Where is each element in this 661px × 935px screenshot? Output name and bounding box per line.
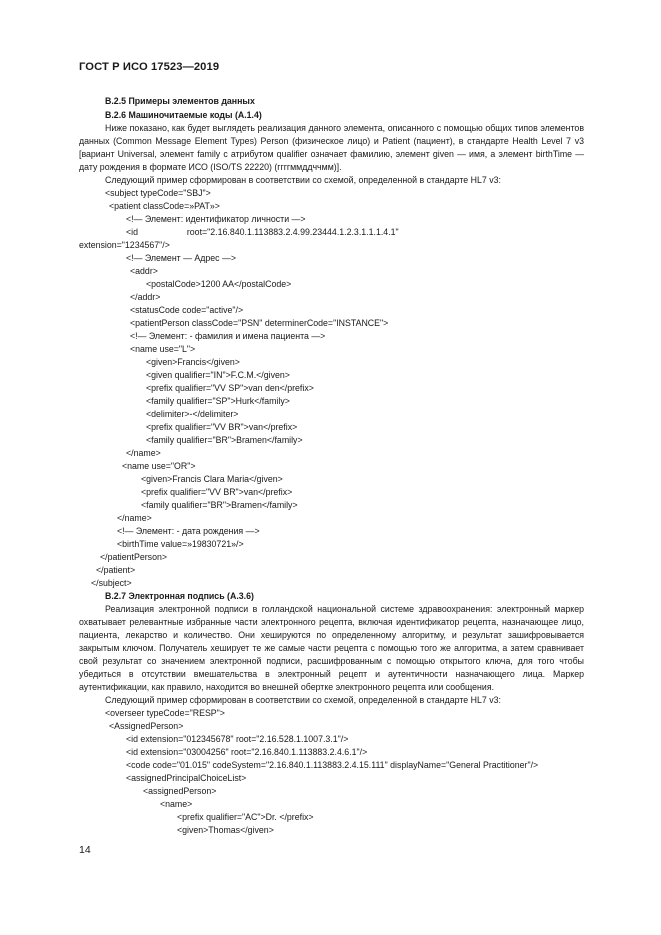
code-block-patient (79, 187, 584, 590)
page-body (79, 95, 584, 837)
section-b26-title: В.2.6 Машиночитаемые коды (А.1.4) (105, 110, 262, 120)
section-b27-example-intro: Следующий пример сформирован в соответствии со схемой, определенной в стандарте HL7 v3: (105, 695, 501, 705)
code-line: <statusCode code="active"/> (130, 305, 244, 315)
page-number: 14 (79, 844, 91, 856)
code-line: </patientPerson> (100, 552, 168, 562)
code-line: <!— Элемент: - фамилия и имена пациента —> (130, 331, 326, 341)
code-line: <code code="01.015" codeSystem="2.16.840.1.113883.2.4.15.111" displayName="General Practitioner"/> (126, 760, 539, 770)
code-line: <overseer typeCode="RESP"> (105, 708, 225, 718)
code-line: <id root="2.16.840.1.113883.2.4.99.23444.1.2.3.1.1.1.4.1" (126, 227, 399, 237)
section-b27-title: В.2.7 Электронная подпись (А.3.6) (105, 591, 254, 601)
code-line: <birthTime value=»19830721»/> (117, 539, 244, 549)
code-line: <family qualifier="SP">Hurk</family> (146, 396, 290, 406)
code-line: </name> (117, 513, 152, 523)
code-line: <patientPerson classCode="PSN" determinerCode="INSTANCE"> (130, 318, 389, 328)
code-line: <prefix qualifier="VV BR">van</prefix> (141, 487, 293, 497)
code-line: <prefix qualifier="VV BR">van</prefix> (146, 422, 298, 432)
code-line: <!— Элемент: идентификатор личности —> (126, 214, 306, 224)
section-b25-title: В.2.5 Примеры элементов данных (105, 96, 255, 106)
section-b26-paragraph: Ниже показано, как будет выглядеть реализация данного элемента, описанного с помощью общих типов элементов данных (Common Message Element Types) Person (физическое лицо) и Patient (пациент), в стандарте Health Level 7 v3 [вариант Universal, элемент family с атрибутом qualifier означает фамилию, элемент given — имя, а элемент birthTime — дату рождения в формате ИСО (ISO/TS 22220) (ггггммддччмм)]. (79, 123, 584, 172)
code-line: <patient classCode=»PAT»> (109, 201, 220, 211)
code-line: <id extension="012345678" root="2.16.528.1.1007.3.1"/> (126, 734, 349, 744)
code-line: </patient> (96, 565, 136, 575)
code-line: <given>Francis Clara Maria</given> (141, 474, 283, 484)
code-block-overseer (79, 707, 584, 837)
code-line: <id extension="03004256" root="2.16.840.1.113883.2.4.6.1"/> (126, 747, 368, 757)
document-header: ГОСТ Р ИСО 17523—2019 (79, 61, 220, 73)
section-b27-paragraph: Реализация электронной подписи в голландской национальной системе здравоохранения: электронный маркер охватывает релевантные избранные части электронного рецепта, включая идентификатор рецепта, назначающее лицо, пациента, лекарство и количество. Они хешируются по определенному алгоритму, и результат зашифровывается закрытым ключом. Получатель хеширует те же самые части рецепта с помощью того же алгоритма, а затем сравнивает свой результат со значением электронной подписи, расшифрованным с помощью открытого ключа, для того чтобы убедиться в отсутствии вмешательства в электронный рецепт и аутентичности назначающего лица. Маркер аутентификации, как правило, находится во внешней обертке электронного рецепта или сообщения. (79, 604, 584, 692)
code-line: <delimiter>-</delimiter> (146, 409, 239, 419)
code-line: <name use="L"> (130, 344, 196, 354)
code-line: <AssignedPerson> (109, 721, 184, 731)
code-line: </subject> (91, 578, 132, 588)
code-line: </addr> (130, 292, 161, 302)
code-line: <assignedPerson> (143, 786, 217, 796)
section-b26-example-intro: Следующий пример сформирован в соответствии со схемой, определенной в стандарте HL7 v3: (105, 175, 501, 185)
code-line: <name> (160, 799, 193, 809)
code-line: <family qualifier="BR">Bramen</family> (146, 435, 303, 445)
code-line: extension="1234567"/> (79, 240, 170, 250)
code-line: <subject typeCode="SBJ"> (105, 188, 211, 198)
code-line: <name use="OR"> (122, 461, 196, 471)
code-line: <prefix qualifier="VV SP">van den</prefix> (146, 383, 314, 393)
code-line: <given qualifier="IN">F.C.M.</given> (146, 370, 290, 380)
code-line: </name> (126, 448, 161, 458)
code-line: <!— Элемент — Адрес —> (126, 253, 236, 263)
code-line: <prefix qualifier="AC">Dr. </prefix> (177, 812, 314, 822)
code-line: <family qualifier="BR">Bramen</family> (141, 500, 298, 510)
code-line: <assignedPrincipalChoiceList> (126, 773, 247, 783)
code-line: <given>Thomas</given> (177, 825, 274, 835)
code-line: <given>Francis</given> (146, 357, 240, 367)
code-line: <postalCode>1200 AA</postalCode> (146, 279, 292, 289)
code-line: <!— Элемент: - дата рождения —> (117, 526, 260, 536)
code-line: <addr> (130, 266, 158, 276)
